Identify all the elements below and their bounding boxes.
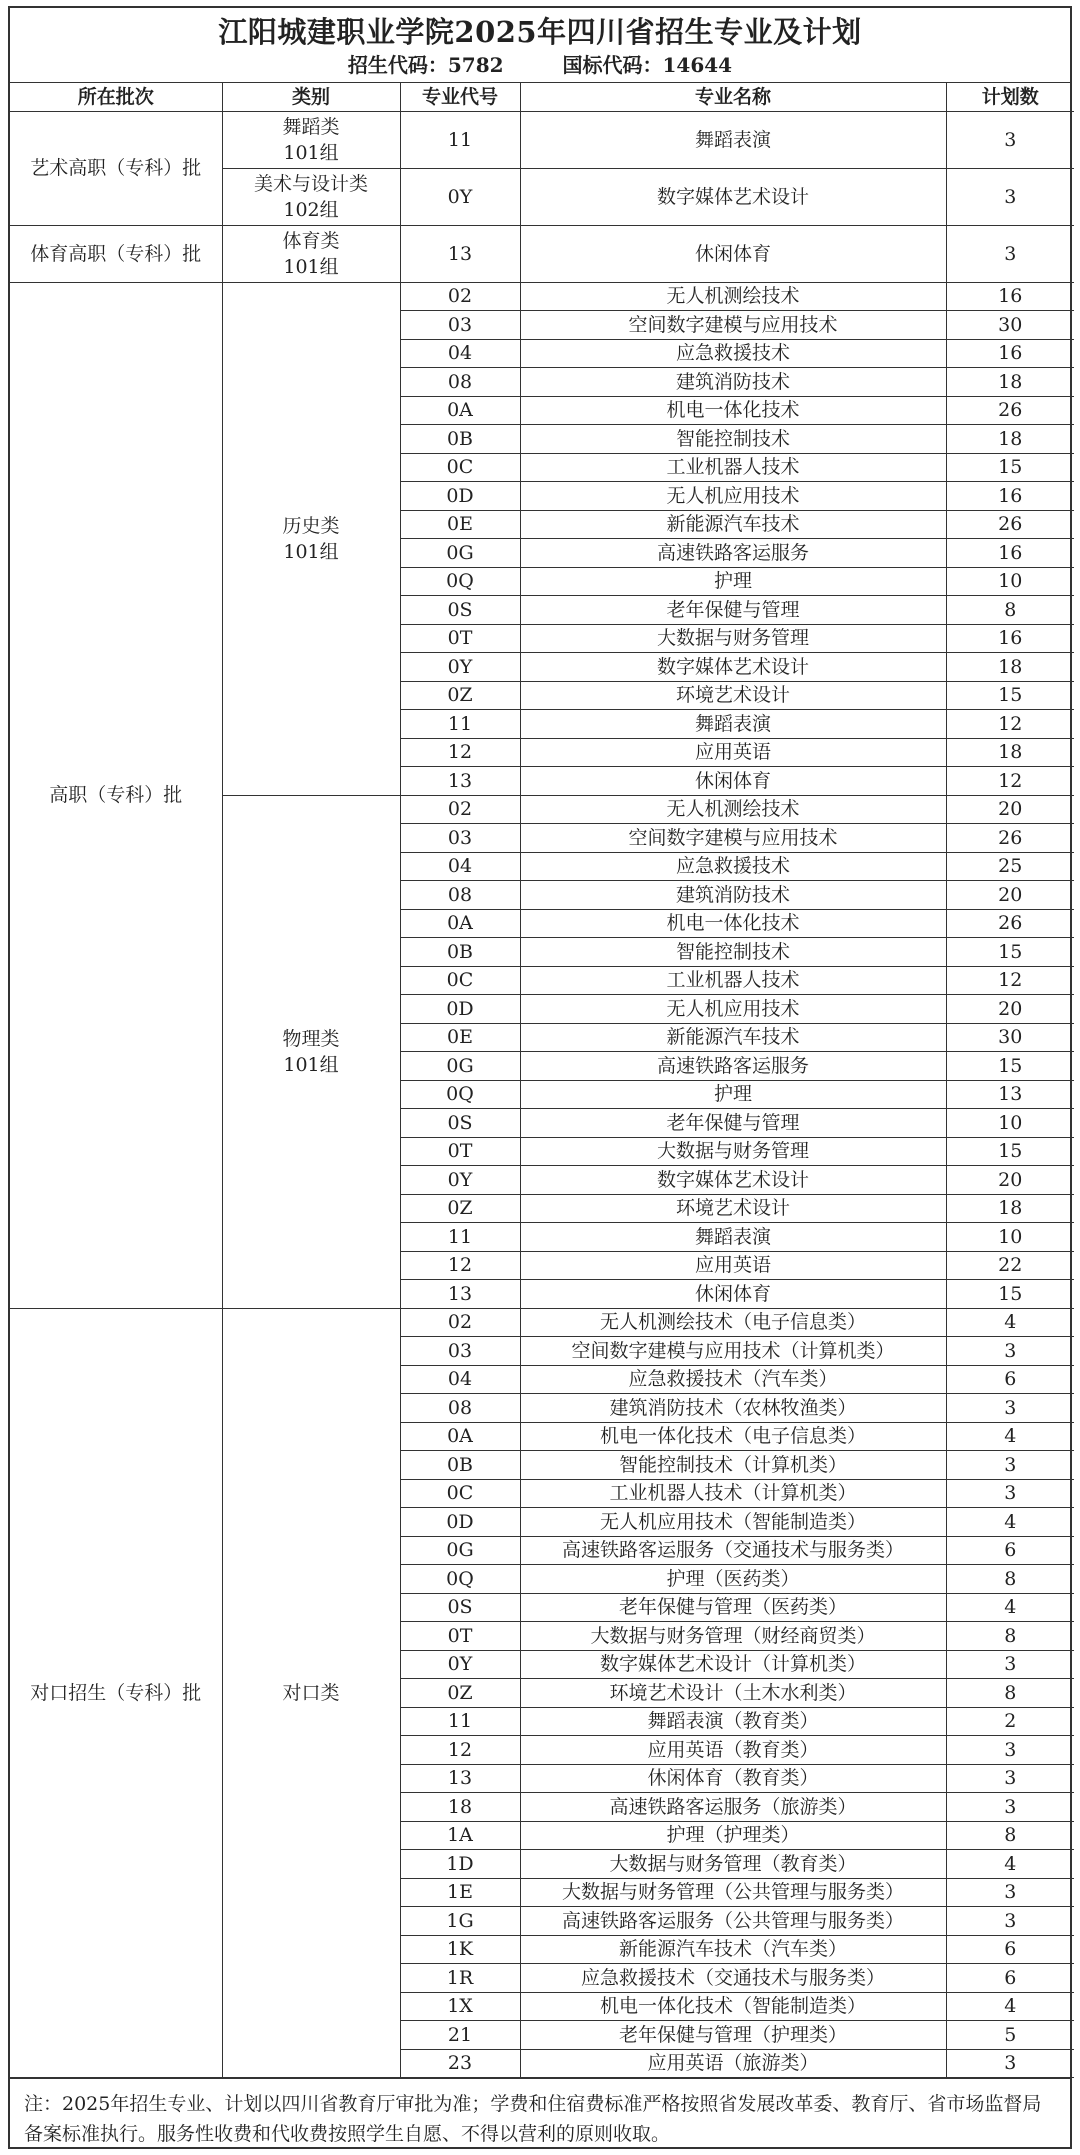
plan-count: 4 xyxy=(946,1593,1074,1622)
plan-count: 26 xyxy=(946,510,1074,539)
plan-count: 20 xyxy=(946,795,1074,824)
plan-count: 2 xyxy=(946,1707,1074,1736)
plan-count: 30 xyxy=(946,311,1074,340)
major-name: 应用英语 xyxy=(520,1251,946,1280)
document-title: 江阳城建职业学院2025年四川省招生专业及计划 xyxy=(218,15,862,49)
plan-count: 8 xyxy=(946,1622,1074,1651)
major-name: 舞蹈表演（教育类） xyxy=(520,1707,946,1736)
plan-count: 4 xyxy=(946,1508,1074,1537)
category-duikou xyxy=(222,1308,400,2078)
major-code: 0Y xyxy=(400,1166,520,1195)
category-physics xyxy=(222,795,400,1308)
plan-count: 18 xyxy=(946,738,1074,767)
batch-art: 艺术高职（专科）批 xyxy=(10,111,222,225)
major-code: 0G xyxy=(400,539,520,568)
major-name: 高速铁路客运服务（旅游类） xyxy=(520,1793,946,1822)
major-name: 无人机应用技术（智能制造类） xyxy=(520,1508,946,1537)
major-code: 12 xyxy=(400,738,520,767)
major-code: 0D xyxy=(400,995,520,1024)
major-code: 0G xyxy=(400,1536,520,1565)
major-code: 08 xyxy=(400,881,520,910)
plan-count: 3 xyxy=(946,1479,1074,1508)
document-header xyxy=(10,8,1070,83)
major-code: 0B xyxy=(400,1451,520,1480)
category-line: 历史类 xyxy=(282,514,340,537)
table-row xyxy=(10,111,1074,168)
major-name: 老年保健与管理 xyxy=(520,596,946,625)
plan-count: 4 xyxy=(946,1422,1074,1451)
plan-count: 5 xyxy=(946,2021,1074,2050)
plan-count: 6 xyxy=(946,1536,1074,1565)
plan-count: 3 xyxy=(946,1764,1074,1793)
major-name: 大数据与财务管理 xyxy=(520,1137,946,1166)
batch-sport: 体育高职（专科）批 xyxy=(10,225,222,282)
plan-count: 4 xyxy=(946,1992,1074,2021)
plan-count: 10 xyxy=(946,567,1074,596)
plan-count: 15 xyxy=(946,938,1074,967)
major-code: 0B xyxy=(400,425,520,454)
major-name: 无人机测绘技术（电子信息类） xyxy=(520,1308,946,1337)
major-name: 老年保健与管理 xyxy=(520,1109,946,1138)
batch-higher-vocational: 高职（专科）批 xyxy=(10,282,222,1308)
plan-count: 16 xyxy=(946,539,1074,568)
major-code: 0Q xyxy=(400,1565,520,1594)
school-codes xyxy=(10,52,1070,78)
plan-count: 3 xyxy=(946,1736,1074,1765)
major-code: 23 xyxy=(400,2049,520,2078)
major-code: 0G xyxy=(400,1052,520,1081)
category-line: 101组 xyxy=(283,141,339,164)
plan-count: 12 xyxy=(946,710,1074,739)
major-code: 0Q xyxy=(400,1080,520,1109)
plan-count: 6 xyxy=(946,1964,1074,1993)
major-name: 老年保健与管理（护理类） xyxy=(520,2021,946,2050)
major-code: 13 xyxy=(400,225,520,282)
major-name: 机电一体化技术 xyxy=(520,909,946,938)
category-line: 体育类 xyxy=(282,229,340,252)
major-name: 环境艺术设计（土木水利类） xyxy=(520,1679,946,1708)
major-code: 11 xyxy=(400,1707,520,1736)
plan-count: 3 xyxy=(946,1793,1074,1822)
category-line: 101组 xyxy=(283,540,339,563)
plan-count: 20 xyxy=(946,1166,1074,1195)
plan-count: 20 xyxy=(946,881,1074,910)
major-code: 1D xyxy=(400,1850,520,1879)
major-name: 新能源汽车技术 xyxy=(520,510,946,539)
plan-count: 4 xyxy=(946,1850,1074,1879)
major-name: 无人机测绘技术 xyxy=(520,795,946,824)
enroll-code: 招生代码：5782 xyxy=(347,53,504,77)
major-code: 0Z xyxy=(400,681,520,710)
plan-count: 16 xyxy=(946,282,1074,311)
plan-count: 8 xyxy=(946,1679,1074,1708)
major-name: 工业机器人技术 xyxy=(520,453,946,482)
major-code: 1E xyxy=(400,1878,520,1907)
plan-count: 16 xyxy=(946,339,1074,368)
plan-count: 8 xyxy=(946,1821,1074,1850)
major-name: 大数据与财务管理（教育类） xyxy=(520,1850,946,1879)
major-name: 空间数字建模与应用技术 xyxy=(520,824,946,853)
plan-count: 18 xyxy=(946,653,1074,682)
header-major-name: 专业名称 xyxy=(520,83,946,111)
major-name: 空间数字建模与应用技术 xyxy=(520,311,946,340)
major-code: 08 xyxy=(400,1394,520,1423)
footnote: 注：2025年招生专业、计划以四川省教育厅审批为准；学费和住宿费标准严格按照省发展改革委、教育厅、省市场监督局备案标准执行。服务性收费和代收费按照学生自愿、不得以营利的原则收取。 xyxy=(10,2078,1070,2149)
major-code: 0C xyxy=(400,966,520,995)
major-name: 应急救援技术 xyxy=(520,339,946,368)
plan-count: 3 xyxy=(946,225,1074,282)
enrollment-plan-document xyxy=(8,6,1072,2149)
major-code: 12 xyxy=(400,1251,520,1280)
major-name: 高速铁路客运服务 xyxy=(520,1052,946,1081)
major-name: 机电一体化技术（电子信息类） xyxy=(520,1422,946,1451)
major-code: 0E xyxy=(400,510,520,539)
major-code: 04 xyxy=(400,339,520,368)
major-name: 无人机测绘技术 xyxy=(520,282,946,311)
major-code: 0D xyxy=(400,482,520,511)
plan-count: 30 xyxy=(946,1023,1074,1052)
major-code: 0Y xyxy=(400,1650,520,1679)
major-name: 休闲体育 xyxy=(520,767,946,796)
major-name: 应用英语（教育类） xyxy=(520,1736,946,1765)
major-code: 0C xyxy=(400,1479,520,1508)
major-code: 0Z xyxy=(400,1194,520,1223)
category-line: 对口类 xyxy=(282,1681,340,1704)
major-code: 13 xyxy=(400,1764,520,1793)
major-name: 护理 xyxy=(520,567,946,596)
major-code: 0Z xyxy=(400,1679,520,1708)
major-name: 智能控制技术（计算机类） xyxy=(520,1451,946,1480)
plan-count: 8 xyxy=(946,596,1074,625)
major-name: 护理 xyxy=(520,1080,946,1109)
major-code: 04 xyxy=(400,1365,520,1394)
major-name: 机电一体化技术 xyxy=(520,396,946,425)
major-name: 高速铁路客运服务 xyxy=(520,539,946,568)
major-name: 应用英语（旅游类） xyxy=(520,2049,946,2078)
category-line: 物理类 xyxy=(282,1027,340,1050)
plan-count: 6 xyxy=(946,1935,1074,1964)
category-history xyxy=(222,282,400,795)
category-line: 101组 xyxy=(283,255,339,278)
plan-count: 16 xyxy=(946,482,1074,511)
major-name: 老年保健与管理（医药类） xyxy=(520,1593,946,1622)
major-name: 无人机应用技术 xyxy=(520,995,946,1024)
major-name: 高速铁路客运服务（交通技术与服务类） xyxy=(520,1536,946,1565)
major-code: 1A xyxy=(400,1821,520,1850)
plan-count: 10 xyxy=(946,1223,1074,1252)
plan-count: 3 xyxy=(946,1451,1074,1480)
major-name: 环境艺术设计 xyxy=(520,681,946,710)
major-name: 舞蹈表演 xyxy=(520,111,946,168)
plan-count: 3 xyxy=(946,1650,1074,1679)
category-dance xyxy=(222,111,400,168)
major-code: 12 xyxy=(400,1736,520,1765)
plan-count: 10 xyxy=(946,1109,1074,1138)
major-code: 13 xyxy=(400,1280,520,1309)
plan-count: 3 xyxy=(946,1878,1074,1907)
major-name: 智能控制技术 xyxy=(520,938,946,967)
table-row xyxy=(10,1308,1074,1337)
major-name: 工业机器人技术（计算机类） xyxy=(520,1479,946,1508)
plan-count: 15 xyxy=(946,1052,1074,1081)
major-code: 0A xyxy=(400,1422,520,1451)
major-name: 建筑消防技术（农林牧渔类） xyxy=(520,1394,946,1423)
major-name: 应急救援技术 xyxy=(520,852,946,881)
major-name: 大数据与财务管理（公共管理与服务类） xyxy=(520,1878,946,1907)
major-code: 03 xyxy=(400,824,520,853)
header-category: 类别 xyxy=(222,83,400,111)
major-code: 0B xyxy=(400,938,520,967)
plan-count: 3 xyxy=(946,2049,1074,2078)
batch-duikou: 对口招生（专科）批 xyxy=(10,1308,222,2078)
major-name: 机电一体化技术（智能制造类） xyxy=(520,1992,946,2021)
major-name: 工业机器人技术 xyxy=(520,966,946,995)
plan-count: 13 xyxy=(946,1080,1074,1109)
category-line: 舞蹈类 xyxy=(282,115,340,138)
major-name: 空间数字建模与应用技术（计算机类） xyxy=(520,1337,946,1366)
major-name: 数字媒体艺术设计 xyxy=(520,653,946,682)
major-name: 新能源汽车技术 xyxy=(520,1023,946,1052)
major-code: 0T xyxy=(400,624,520,653)
major-code: 0T xyxy=(400,1622,520,1651)
major-code: 03 xyxy=(400,311,520,340)
plan-count: 16 xyxy=(946,624,1074,653)
major-code: 03 xyxy=(400,1337,520,1366)
major-name: 舞蹈表演 xyxy=(520,1223,946,1252)
major-code: 1G xyxy=(400,1907,520,1936)
major-code: 0S xyxy=(400,1109,520,1138)
plan-count: 18 xyxy=(946,368,1074,397)
plan-count: 15 xyxy=(946,453,1074,482)
major-code: 11 xyxy=(400,111,520,168)
major-code: 04 xyxy=(400,852,520,881)
major-code: 02 xyxy=(400,282,520,311)
table-header-row xyxy=(10,83,1074,111)
major-name: 护理（护理类） xyxy=(520,1821,946,1850)
plan-count: 26 xyxy=(946,909,1074,938)
major-code: 0A xyxy=(400,396,520,425)
major-code: 13 xyxy=(400,767,520,796)
plan-count: 18 xyxy=(946,1194,1074,1223)
major-code: 11 xyxy=(400,1223,520,1252)
plan-count: 22 xyxy=(946,1251,1074,1280)
major-name: 舞蹈表演 xyxy=(520,710,946,739)
major-code: 0C xyxy=(400,453,520,482)
plan-count: 3 xyxy=(946,1907,1074,1936)
major-code: 08 xyxy=(400,368,520,397)
major-code: 0S xyxy=(400,1593,520,1622)
major-code: 11 xyxy=(400,710,520,739)
major-name: 数字媒体艺术设计 xyxy=(520,1166,946,1195)
major-name: 无人机应用技术 xyxy=(520,482,946,511)
category-line: 102组 xyxy=(283,198,339,221)
header-batch: 所在批次 xyxy=(10,83,222,111)
major-code: 18 xyxy=(400,1793,520,1822)
major-code: 0T xyxy=(400,1137,520,1166)
major-code: 0Y xyxy=(400,653,520,682)
major-name: 高速铁路客运服务（公共管理与服务类） xyxy=(520,1907,946,1936)
major-code: 0A xyxy=(400,909,520,938)
major-code: 1K xyxy=(400,1935,520,1964)
major-name: 数字媒体艺术设计 xyxy=(520,168,946,225)
plan-count: 3 xyxy=(946,1394,1074,1423)
major-name: 建筑消防技术 xyxy=(520,368,946,397)
major-name: 建筑消防技术 xyxy=(520,881,946,910)
major-name: 应急救援技术（汽车类） xyxy=(520,1365,946,1394)
plan-count: 25 xyxy=(946,852,1074,881)
major-code: 0E xyxy=(400,1023,520,1052)
category-sport xyxy=(222,225,400,282)
major-name: 应用英语 xyxy=(520,738,946,767)
major-code: 0Q xyxy=(400,567,520,596)
plan-count: 3 xyxy=(946,168,1074,225)
major-code: 02 xyxy=(400,795,520,824)
plan-count: 15 xyxy=(946,1280,1074,1309)
major-code: 1R xyxy=(400,1964,520,1993)
plan-count: 3 xyxy=(946,1337,1074,1366)
category-art-design xyxy=(222,168,400,225)
plan-count: 4 xyxy=(946,1308,1074,1337)
major-name: 休闲体育（教育类） xyxy=(520,1764,946,1793)
plan-count: 20 xyxy=(946,995,1074,1024)
major-name: 大数据与财务管理 xyxy=(520,624,946,653)
major-name: 休闲体育 xyxy=(520,1280,946,1309)
category-line: 美术与设计类 xyxy=(253,172,368,195)
plan-count: 3 xyxy=(946,111,1074,168)
major-code: 0D xyxy=(400,1508,520,1537)
major-name: 新能源汽车技术（汽车类） xyxy=(520,1935,946,1964)
major-code: 1X xyxy=(400,1992,520,2021)
plan-count: 12 xyxy=(946,767,1074,796)
major-name: 环境艺术设计 xyxy=(520,1194,946,1223)
major-name: 护理（医药类） xyxy=(520,1565,946,1594)
major-code: 0S xyxy=(400,596,520,625)
plan-count: 15 xyxy=(946,681,1074,710)
major-name: 智能控制技术 xyxy=(520,425,946,454)
national-code: 国标代码：14644 xyxy=(562,53,733,77)
major-name: 大数据与财务管理（财经商贸类） xyxy=(520,1622,946,1651)
plan-count: 8 xyxy=(946,1565,1074,1594)
plan-table xyxy=(10,83,1074,2078)
plan-count: 6 xyxy=(946,1365,1074,1394)
major-code: 21 xyxy=(400,2021,520,2050)
major-code: 02 xyxy=(400,1308,520,1337)
plan-count: 26 xyxy=(946,824,1074,853)
plan-count: 18 xyxy=(946,425,1074,454)
header-plan-count: 计划数 xyxy=(946,83,1074,111)
plan-count: 26 xyxy=(946,396,1074,425)
major-code: 0Y xyxy=(400,168,520,225)
major-name: 应急救援技术（交通技术与服务类） xyxy=(520,1964,946,1993)
major-name: 数字媒体艺术设计（计算机类） xyxy=(520,1650,946,1679)
category-line: 101组 xyxy=(283,1053,339,1076)
table-row xyxy=(10,282,1074,311)
table-row xyxy=(10,225,1074,282)
plan-count: 12 xyxy=(946,966,1074,995)
major-name: 休闲体育 xyxy=(520,225,946,282)
plan-count: 15 xyxy=(946,1137,1074,1166)
header-major-code: 专业代号 xyxy=(400,83,520,111)
